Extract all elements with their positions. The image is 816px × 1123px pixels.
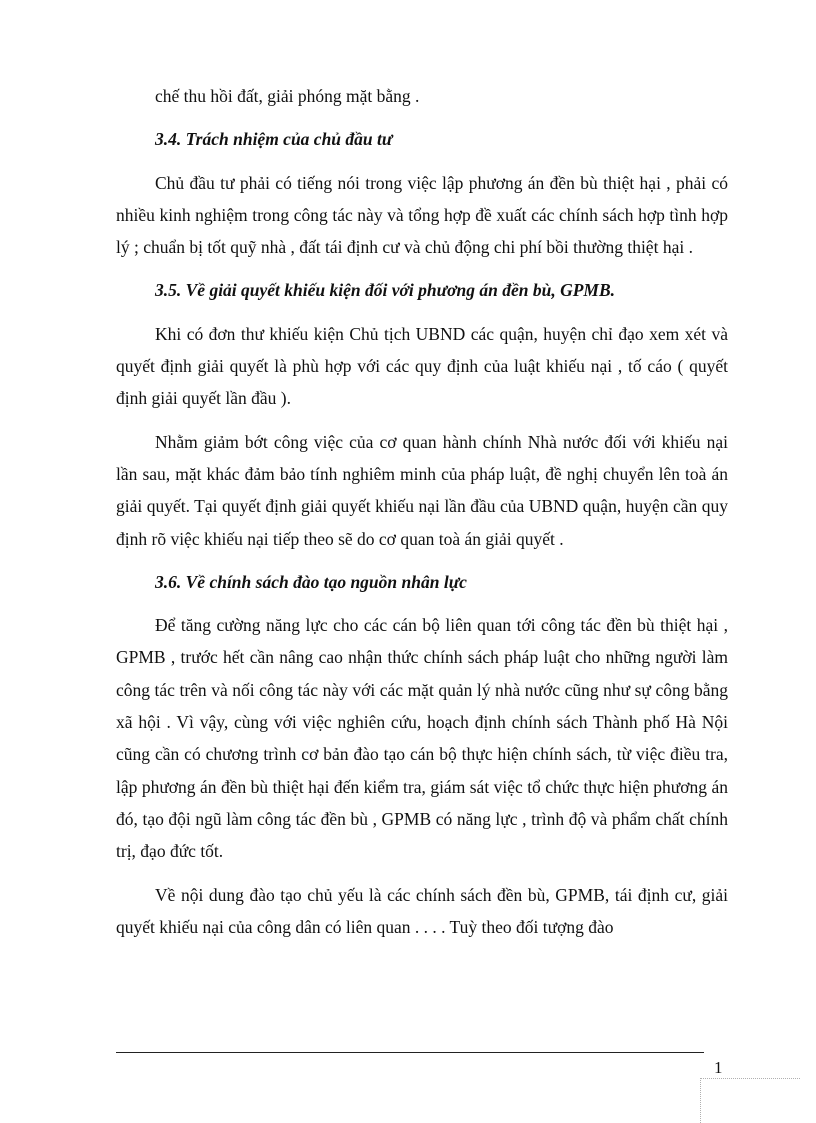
heading-3-4: 3.4. Trách nhiệm của chủ đầu tư [155, 129, 393, 150]
page-corner-mark-vertical [700, 1078, 701, 1123]
footer-divider [116, 1052, 704, 1053]
paragraph-training-capacity: Để tăng cường năng lực cho các cán bộ liên quan tới công tác đền bù thiệt hại , GPMB , trước hết cần nâng cao nhận thức chính sách pháp luật cho những người làm công tác trên và nối công tác này với các mặt quản lý nhà nước cũng như sự công bằng xã hội . Vì vậy, cùng với việc nghiên cứu, hoạch định chính sách Thành phố Hà Nội cũng cần có chương trình cơ bản đào tạo cán bộ thực hiện chính sách, từ việc điều tra, lập phương án đền bù thiệt hại đến kiểm tra, giám sát việc tổ chức thực hiện phương án đó, tạo đội ngũ làm công tác đền bù , GPMB có năng lực , trình độ và phẩm chất chính trị, đạo đức tốt. [116, 615, 728, 862]
paragraph-complaint-handling: Khi có đơn thư khiếu kiện Chủ tịch UBND các quận, huyện chỉ đạo xem xét và quyết định giải quyết là phù hợp với các quy định của luật khiếu nại , tố cáo ( quyết định giải quyết lần đầu ). [116, 323, 728, 409]
heading-3-6: 3.6. Về chính sách đào tạo nguồn nhân lực [155, 571, 467, 592]
page-corner-mark-horizontal [700, 1078, 800, 1079]
heading-3-5: 3.5. Về giải quyết khiếu kiện đối với phương án đền bù, GPMB. [155, 280, 615, 301]
page-number: 1 [714, 1058, 723, 1077]
paragraph-continuation: chế thu hồi đất, giải phóng mặt bằng . [155, 86, 420, 106]
paragraph-court-transfer: Nhằm giảm bớt công việc của cơ quan hành chính Nhà nước đối với khiếu nại lần sau, mặt khác đảm bảo tính nghiêm minh của pháp luật, đề nghị chuyển lên toà án giải quyết. Tại quyết định giải quyết khiếu nại lần đầu của UBND quận, huyện cần quy định rõ việc khiếu nại tiếp theo sẽ do cơ quan toà án giải quyết . [116, 431, 728, 549]
paragraph-training-content: Về nội dung đào tạo chủ yếu là các chính sách đền bù, GPMB, tái định cư, giải quyết khiếu nại của công dân có liên quan . . . . Tuỳ theo đối tượng đào [116, 884, 728, 937]
paragraph-investor-responsibility: Chủ đầu tư phải có tiếng nói trong việc lập phương án đền bù thiệt hại , phải có nhiều kinh nghiệm trong công tác này và tổng hợp đề xuất các chính sách hợp tình hợp lý ; chuẩn bị tốt quỹ nhà , đất tái định cư và chủ động chi phí bồi thường thiệt hại . [116, 172, 728, 258]
document-body [116, 80, 728, 943]
